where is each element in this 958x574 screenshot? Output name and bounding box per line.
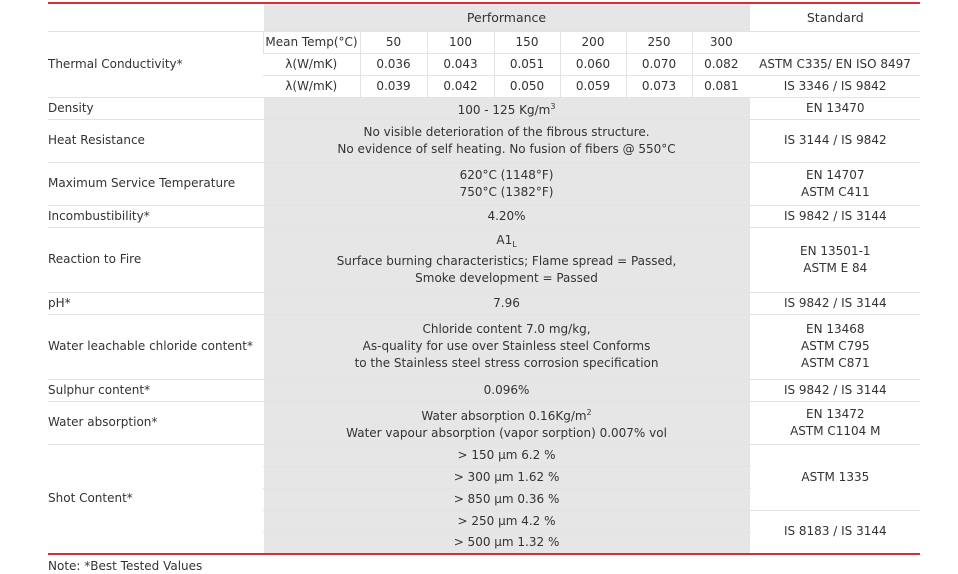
reaction-fire-value: $A1_L$ Surface burning characteristics; Flame spread = Passed, Smoke development = Passed	[263, 227, 750, 292]
density-value: 100 - 125 $Kg/m^3$	[263, 97, 750, 119]
thermal-value: 0.050	[494, 75, 560, 97]
thermal-temp-row	[48, 31, 920, 53]
ph-standard: IS 9842 / IS 3144	[750, 292, 920, 314]
thermal-value: 0.051	[494, 53, 560, 75]
temp-150: 150	[494, 31, 560, 53]
thermal-label: Thermal Conductivity*	[48, 31, 263, 97]
sulphur-row	[48, 379, 920, 401]
thermal-value: 0.082	[692, 53, 750, 75]
reaction-fire-standard: EN 13501-1 ASTM E 84	[750, 227, 920, 292]
thermal-value: 0.039	[360, 75, 427, 97]
water-absorption-value: Water absorption $0.16Kg/m^2$ Water vapour absorption (vapor sorption) 0.007% vol	[263, 401, 750, 444]
thermal-value: 0.043	[427, 53, 494, 75]
thermal-value: 0.081	[692, 75, 750, 97]
thermal-unit: λ(W/mK)	[263, 53, 360, 75]
thermal-value: 0.059	[560, 75, 626, 97]
chloride-label: Water leachable chloride content*	[48, 314, 263, 379]
max-service-label: Maximum Service Temperature	[48, 162, 263, 205]
header-row	[48, 3, 920, 31]
chloride-value: Chloride content 7.0 mg/kg, As-quality for use over Stainless steel Conforms to the Stainless steel stress corrosion specification	[263, 314, 750, 379]
ph-row	[48, 292, 920, 314]
max-service-value: 620°C (1148°F) 750°C (1382°F)	[263, 162, 750, 205]
reaction-fire-label: Reaction to Fire	[48, 227, 263, 292]
temp-200: 200	[560, 31, 626, 53]
ph-label: pH*	[48, 292, 263, 314]
sulphur-standard: IS 9842 / IS 3144	[750, 379, 920, 401]
temp-50: 50	[360, 31, 427, 53]
performance-header: Performance	[263, 3, 750, 31]
chloride-standard: EN 13468 ASTM C795 ASTM C871	[750, 314, 920, 379]
thermal-value: 0.070	[626, 53, 692, 75]
thermal-value: 0.042	[427, 75, 494, 97]
heat-resistance-label: Heat Resistance	[48, 119, 263, 162]
thermal-value: 0.036	[360, 53, 427, 75]
shot-value: > 850 µm 0.36 %	[263, 488, 750, 510]
density-standard: EN 13470	[750, 97, 920, 119]
temp-250: 250	[626, 31, 692, 53]
sulphur-value: 0.096%	[263, 379, 750, 401]
max-service-row	[48, 162, 920, 205]
spec-table-wrapper	[48, 2, 920, 555]
shot-value: > 500 µm 1.32 %	[263, 532, 750, 554]
header-blank	[48, 3, 263, 31]
mean-temp-label: Mean Temp(°C)	[263, 31, 360, 53]
sulphur-label: Sulphur content*	[48, 379, 263, 401]
temp-300: 300	[692, 31, 750, 53]
shot-value: > 250 µm 4.2 %	[263, 510, 750, 532]
reaction-fire-row	[48, 227, 920, 292]
ph-value: 7.96	[263, 292, 750, 314]
footnote: Note: *Best Tested Values	[48, 559, 203, 573]
thermal-value: 0.073	[626, 75, 692, 97]
shot-label: Shot Content*	[48, 444, 263, 554]
water-absorption-standard: EN 13472 ASTM C1104 M	[750, 401, 920, 444]
thermal-value: 0.060	[560, 53, 626, 75]
heat-resistance-standard: IS 3144 / IS 9842	[750, 119, 920, 162]
heat-resistance-row	[48, 119, 920, 162]
thermal-standard-blank	[750, 31, 920, 53]
shot-standard: IS 8183 / IS 3144	[750, 510, 920, 554]
shot-row	[48, 444, 920, 466]
thermal-unit: λ(W/mK)	[263, 75, 360, 97]
shot-value: > 150 µm 6.2 %	[263, 444, 750, 466]
incombustibility-row	[48, 205, 920, 227]
chloride-row	[48, 314, 920, 379]
heat-resistance-value: No visible deterioration of the fibrous structure. No evidence of self heating. No fusion of fibers @ 550°C	[263, 119, 750, 162]
incombustibility-label: Incombustibility*	[48, 205, 263, 227]
water-absorption-label: Water absorption*	[48, 401, 263, 444]
water-absorption-row	[48, 401, 920, 444]
density-label: Density	[48, 97, 263, 119]
incombustibility-standard: IS 9842 / IS 3144	[750, 205, 920, 227]
shot-standard: ASTM 1335	[750, 444, 920, 510]
incombustibility-value: 4.20%	[263, 205, 750, 227]
max-service-standard: EN 14707 ASTM C411	[750, 162, 920, 205]
temp-100: 100	[427, 31, 494, 53]
shot-value: > 300 µm 1.62 %	[263, 466, 750, 488]
standard-header: Standard	[750, 3, 920, 31]
thermal-standard: ASTM C335/ EN ISO 8497	[750, 53, 920, 75]
density-row	[48, 97, 920, 119]
spec-table	[48, 2, 920, 555]
thermal-standard: IS 3346 / IS 9842	[750, 75, 920, 97]
